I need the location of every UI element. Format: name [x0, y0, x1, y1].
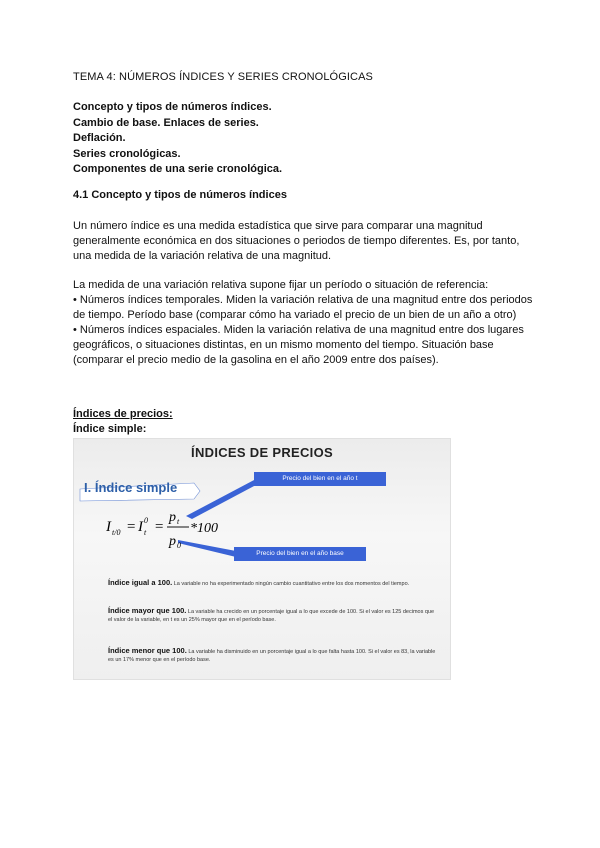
note-less-100-text: La variable ha disminuido en un porcentaje igual a lo que falta hasta 100. Si el valor es 83, la variable es un 17% menor que en el período base.	[108, 649, 436, 663]
callout-price-base-year: Precio del bien en el año base	[234, 547, 366, 561]
svg-text:I: I	[106, 519, 111, 535]
formula-multiplier: *100	[190, 521, 218, 536]
note-equal-100-title: Índice igual a 100.	[108, 578, 173, 587]
document-title: TEMA 4: NÚMEROS ÍNDICES Y SERIES CRONOLÓGICAS	[73, 71, 373, 83]
subheading-price-indices: Índices de precios:	[73, 408, 173, 420]
simple-index-formula	[106, 507, 236, 558]
note-less-100	[108, 647, 438, 664]
figure-title: ÍNDICES DE PRECIOS	[191, 445, 333, 460]
subheading-simple-index: Índice simple:	[73, 423, 147, 435]
note-greater-100-title: Índice mayor que 100.	[108, 606, 187, 615]
note-equal-100	[108, 579, 438, 589]
svg-text:=: =	[154, 519, 165, 535]
bullet-spatial: • Números índices espaciales. Miden la variación relativa de una magnitud entre dos lugares geográficos, o situaciones distintas, en un mismo momento del tiempo. Situación base (comparar el precio medio de la gasolina en el año 2009 entre dos países).	[73, 324, 524, 366]
svg-text:I: I	[138, 519, 143, 535]
svg-text:t/0: t/0	[112, 528, 121, 537]
toc-item: Deflación.	[73, 132, 126, 144]
svg-text:p: p	[169, 510, 176, 525]
toc-item: Concepto y tipos de números índices.	[73, 101, 272, 113]
figure-subtitle: I. Índice simple	[84, 480, 178, 495]
svg-text:t: t	[177, 517, 180, 526]
table-of-contents	[73, 100, 282, 178]
toc-item: Series cronológicas.	[73, 147, 181, 160]
svg-text:0: 0	[144, 516, 148, 525]
bullet-temporal: • Números índices temporales. Miden la variación relativa de una magnitud entre dos periodos de tiempo. Período base (comparar cómo ha variado el precio de un bien de un año a otro)	[73, 294, 533, 321]
svg-text:0: 0	[177, 541, 181, 550]
paragraph-definition: Un número índice es una medida estadística que sirve para comparar una magnitud generalmente económica en dos situaciones o periodos de tiempo diferentes. Es, por tanto, una medida de la variación relativa de una magnitud.	[73, 220, 520, 262]
note-equal-100-text: La variable no ha experimentado ningún cambio cuantitativo entre los dos momentos del tiempo.	[173, 581, 410, 587]
toc-item: Cambio de base. Enlaces de series.	[73, 116, 259, 129]
paragraph-intro: La medida de una variación relativa supone fijar un período o situación de referencia:	[73, 279, 489, 291]
section-heading: 4.1 Concepto y tipos de números índices	[73, 189, 287, 201]
svg-text:t: t	[144, 528, 147, 537]
callout-price-year-t: Precio del bien en el año t	[254, 472, 386, 486]
svg-text:=: =	[126, 519, 137, 535]
note-greater-100-text: La variable ha crecido en un porcentaje igual a lo que excede de 100. Si el valor es 125 decimos que el valor de la variable, en t es un 25% mayor que en el período base.	[108, 609, 435, 623]
price-index-figure	[73, 438, 451, 680]
note-less-100-title: Índice menor que 100.	[108, 646, 187, 655]
note-greater-100	[108, 607, 438, 624]
svg-text:p: p	[169, 534, 176, 549]
formula-graphic	[106, 507, 236, 553]
toc-item: Componentes de una serie cronológica.	[73, 163, 283, 175]
paragraph-types	[73, 278, 533, 368]
